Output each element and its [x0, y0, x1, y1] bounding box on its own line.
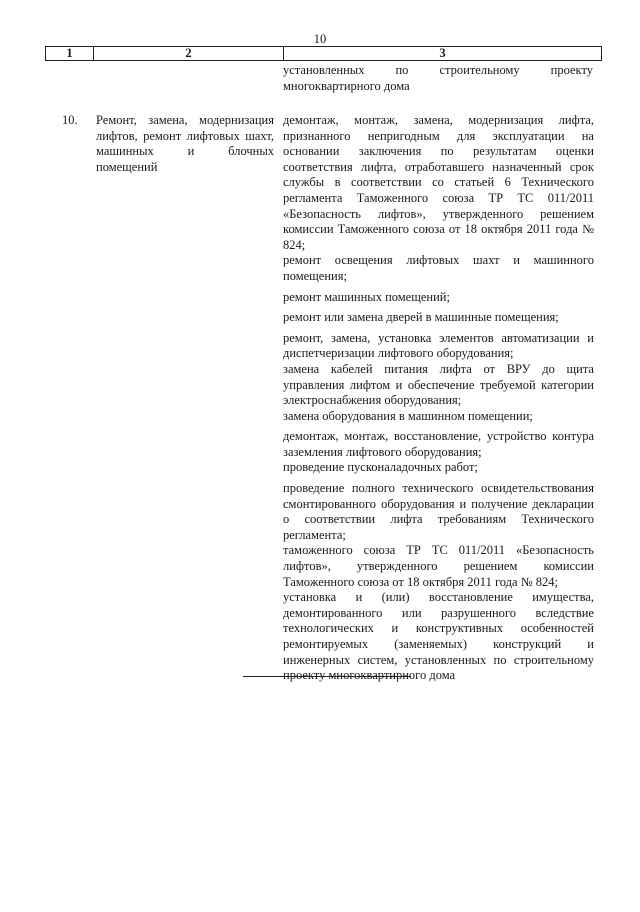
continued-word: по — [395, 63, 409, 77]
row-number: 10. — [62, 113, 78, 127]
continued-line-1 — [283, 63, 593, 79]
work-item: ремонт машинных помещений; — [283, 289, 450, 304]
continued-word: проекту — [550, 63, 594, 77]
work-item: таможенного союза ТР ТС 011/2011 «Безопасность лифтов», утвержденного решением комиссии Таможенного союза от 18 октября 2011 года № 824; — [283, 543, 594, 589]
page-number: 10 — [313, 32, 327, 46]
column-header-3: 3 — [439, 46, 446, 60]
work-item: проведение полного технического освидетельствования смонтированного оборудования и получение декларации о соответствии лифта требованиям Технического регламента; — [283, 481, 594, 542]
work-item: ремонт, замена, установка элементов автоматизации и диспетчеризации лифтового оборудования; — [283, 330, 594, 361]
end-of-document-rule — [243, 676, 411, 677]
continued-cell-text — [283, 63, 593, 94]
work-item: ремонт или замена дверей в машинные помещения; — [283, 310, 559, 325]
work-item: ремонт освещения лифтовых шахт и машинного помещения; — [283, 253, 594, 283]
work-item: демонтаж, монтаж, замена, модернизация лифта, признанного непригодным для эксплуатации на основании заключения по результатам оценки соответствия лифта, отработавшего назначенный срок службы в соответствии со статьей 6 Технического регламента Таможенного союза ТР ТС 011/2011 «Безопасность лифтов», утвержденного решением комиссии Таможенного союза от 18 октября 2011 года № 824; — [283, 113, 594, 252]
column-header-1: 1 — [46, 47, 94, 60]
work-type-name: Ремонт, замена, модернизация лифтов, ремонт лифтовых шахт, машинных и блочных помещений — [96, 113, 274, 174]
continued-word: установленных — [283, 63, 365, 77]
work-item: замена оборудования в машинном помещении; — [283, 408, 533, 423]
work-item: проведение пусконаладочных работ; — [283, 460, 478, 475]
work-item: замена кабелей питания лифта от ВРУ до щита управления лифтом и обеспечение требуемой категории электроснабжения оборудования; — [283, 361, 594, 408]
work-item: демонтаж, монтаж, восстановление, устройство контура заземления лифтового оборудования; — [283, 429, 594, 459]
work-list — [283, 113, 594, 684]
continued-word: строительному — [439, 63, 520, 77]
table-column-headers — [45, 46, 602, 61]
work-item: установка и (или) восстановление имущества, демонтированного или разрушенного вследствие технологических и конструктивных особенностей ремонтируемых (заменяемых) конструкций и инженерных систем, установленных по строительному проекту многоквартирного дома — [283, 590, 594, 683]
column-header-2: 2 — [94, 47, 284, 60]
continued-line-2: многоквартирного дома — [283, 78, 410, 93]
